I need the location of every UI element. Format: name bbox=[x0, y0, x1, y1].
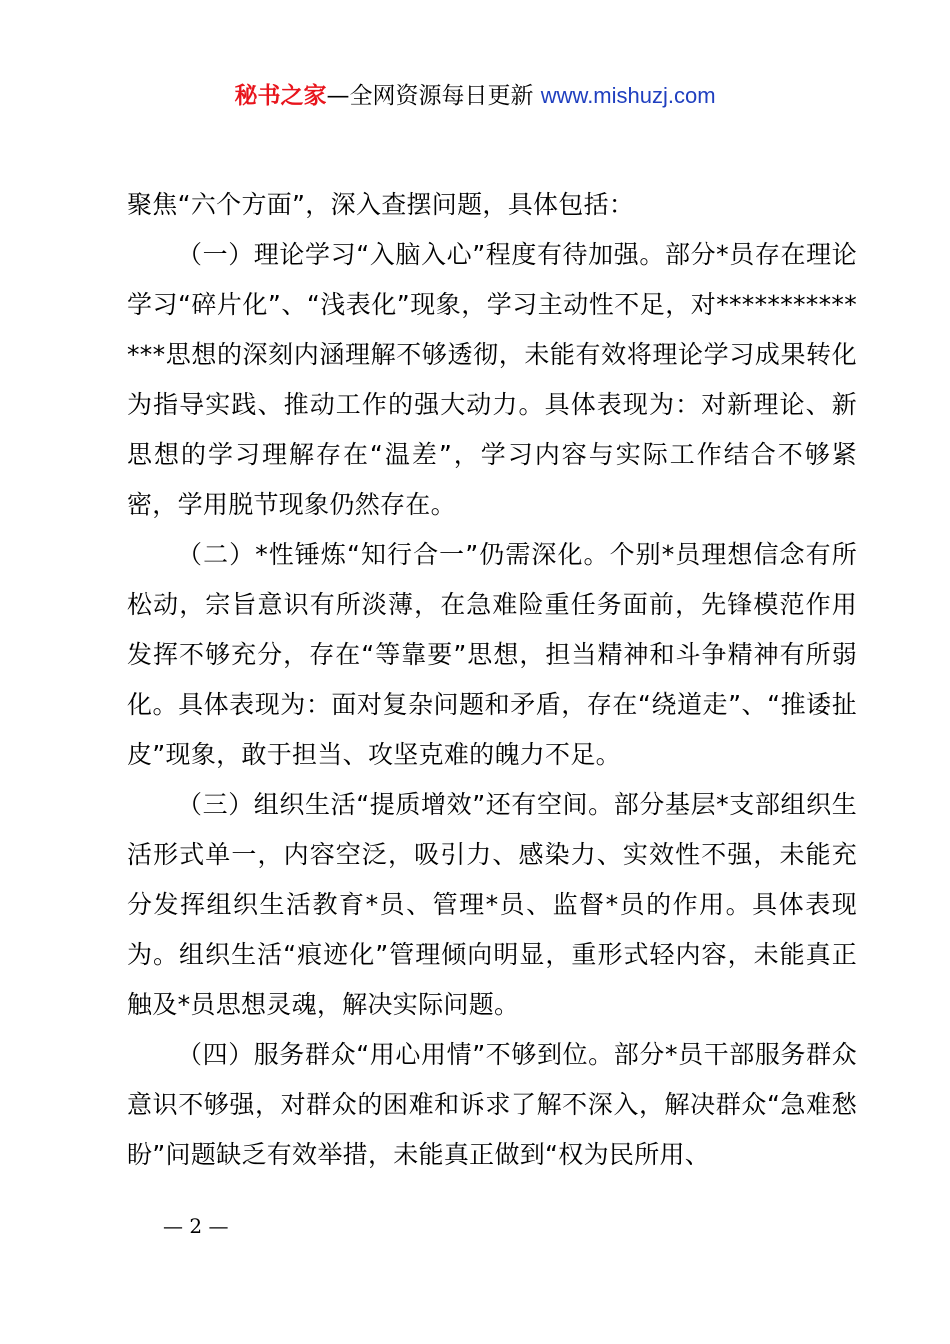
page-number: — 2 — bbox=[163, 1214, 229, 1238]
intro-paragraph: 聚焦“六个方面”，深入查摆问题，具体包括： bbox=[127, 190, 635, 219]
paragraph-organization-life: （三）组织生活“提质增效”还有空间。部分基层*支部组织生活形式单一，内容空泛，吸引力、感染力、实效性不强，未能充分发挥组织生活教育*员、管理*员、监督*员的作用。具体表现为。组织生活“痕迹化”管理倾向明显，重形式轻内容，未能真正触及*员思想灵魂，解决实际问题。 bbox=[127, 790, 857, 1019]
document-body bbox=[127, 180, 857, 1180]
paragraph-party-training: （二）*性锤炼“知行合一”仍需深化。个别*员理想信念有所松动，宗旨意识有所淡薄，在急难险重任务面前，先锋模范作用发挥不够充分，存在“等靠要”思想，担当精神和斗争精神有所弱化。具体表现为：面对复杂问题和矛盾，存在“绕道走”、“推诿扯皮”现象，敢于担当、攻坚克难的魄力不足。 bbox=[127, 540, 857, 769]
paragraph-serve-masses: （四）服务群众“用心用情”不够到位。部分*员干部服务群众意识不够强，对群众的困难和诉求了解不深入，解决群众“急难愁盼”问题缺乏有效举措，未能真正做到“权为民所用、 bbox=[127, 1040, 857, 1169]
page-header bbox=[0, 80, 950, 112]
site-url-link[interactable]: www.mishuzj.com bbox=[540, 83, 716, 108]
paragraph-theory-study: （一）理论学习“入脑入心”程度有待加强。部分*员存在理论学习“碎片化”、“浅表化”现象，学习主动性不足，对**************思想的深刻内涵理解不够透彻，未能有效将理论学习成果转化为指导实践、推动工作的强大动力。具体表现为：对新理论、新思想的学习理解存在“温差”，学习内容与实际工作结合不够紧密，学用脱节现象仍然存在。 bbox=[127, 240, 857, 519]
brand-name: 秘书之家 bbox=[234, 83, 327, 109]
header-tagline: —全网资源每日更新 bbox=[326, 83, 534, 109]
